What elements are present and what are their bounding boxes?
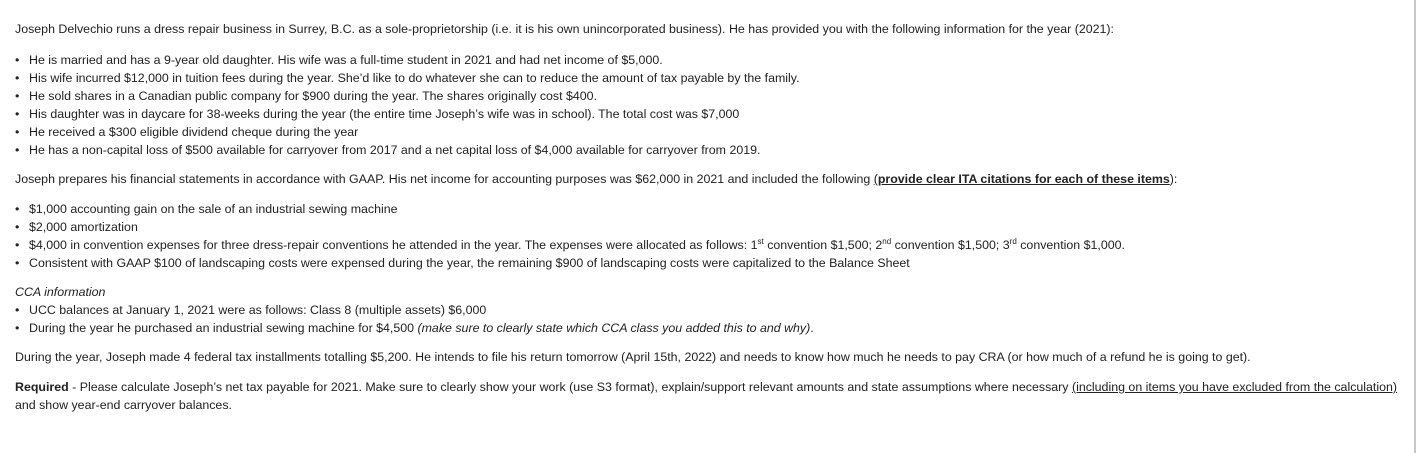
required-text: - Please calculate Joseph’s net tax payable for 2021. Make sure to clearly show your work (use S3 format), explain/support relevant amounts and state assumptions where necessary	[68, 380, 1072, 394]
gaap-text: Joseph prepares his financial statements in accordance with GAAP. His net income for accounting purposes was $62,000 in 2021 and included the following	[15, 172, 874, 186]
cca-class-instruction: (make sure to clearly state which CCA class you added this to and why)	[417, 321, 811, 335]
required-label: Required	[15, 380, 69, 394]
list-item: • $2,000 amortization	[15, 218, 1400, 236]
cca-purchase-end: .	[810, 321, 814, 335]
gaap-paragraph	[15, 170, 1400, 188]
convention-text: $4,000 in convention expenses for three dress-repair conventions he attended in the year. The expenses were allocated as follows: 1	[29, 238, 758, 252]
convention-text: convention $1,000.	[1016, 238, 1125, 252]
gaap-open-paren: (	[873, 172, 878, 186]
installments-paragraph: During the year, Joseph made 4 federal tax installments totalling $5,200. He intends to file his return tomorrow (April 15th, 2022) and needs to know how much he needs to pay CRA (or how much of a refund he is going to get).	[15, 350, 1251, 364]
cca-purchase-text: During the year he purchased an industrial sewing machine for $4,500	[29, 321, 418, 335]
ordinal-suffix: rd	[1009, 236, 1017, 246]
list-item: • UCC balances at January 1, 2021 were as follows: Class 8 (multiple assets) $6,000	[15, 301, 1400, 319]
gaap-items-list	[15, 200, 1400, 272]
cca-list	[15, 301, 1400, 337]
intro-paragraph: Joseph Delvechio runs a dress repair business in Surrey, B.C. as a sole-proprietorship (i.e. it is his own unincorporated business). He has provided you with the following information for the year (2021):	[15, 22, 1114, 36]
list-item: • Consistent with GAAP $100 of landscaping costs were expensed during the year, the remaining $900 of landscaping costs were capitalized to the Balance Sheet	[15, 254, 1400, 272]
required-paragraph	[15, 378, 1400, 414]
personal-info-list	[15, 51, 1400, 159]
list-item	[15, 319, 1400, 337]
required-line2: and show year-end carryover balances.	[15, 398, 232, 412]
convention-text: convention $1,500; 3	[891, 238, 1010, 252]
gaap-close: ):	[1169, 172, 1178, 186]
list-item: • He received a $300 eligible dividend cheque during the year	[15, 123, 1400, 141]
list-item: • He has a non-capital loss of $500 available for carryover from 2017 and a net capital loss of $4,000 available for carryover from 2019.	[15, 141, 1400, 159]
list-item: • His daughter was in daycare for 38-weeks during the year (the entire time Joseph’s wife was in school). The total cost was $7,000	[15, 105, 1400, 123]
list-item: • He sold shares in a Canadian public company for $900 during the year. The shares originally cost $400.	[15, 87, 1400, 105]
cca-heading: CCA information	[15, 285, 106, 299]
ordinal-suffix: st	[757, 236, 764, 246]
ordinal-suffix: nd	[882, 236, 892, 246]
list-item: • He is married and has a 9-year old daughter. His wife was a full-time student in 2021 and had net income of $5,000.	[15, 51, 1400, 69]
ita-citation-instruction: provide clear ITA citations for each of these items	[877, 172, 1170, 186]
list-item: • His wife incurred $12,000 in tuition fees during the year. She’d like to do whatever she can to reduce the amount of tax payable by the family.	[15, 69, 1400, 87]
list-item	[15, 236, 1400, 254]
convention-text: convention $1,500; 2	[763, 238, 883, 252]
document-body	[15, 20, 1400, 414]
required-underlined: (including on items you have excluded from the calculation)	[1071, 380, 1398, 394]
list-item: • $1,000 accounting gain on the sale of an industrial sewing machine	[15, 200, 1400, 218]
